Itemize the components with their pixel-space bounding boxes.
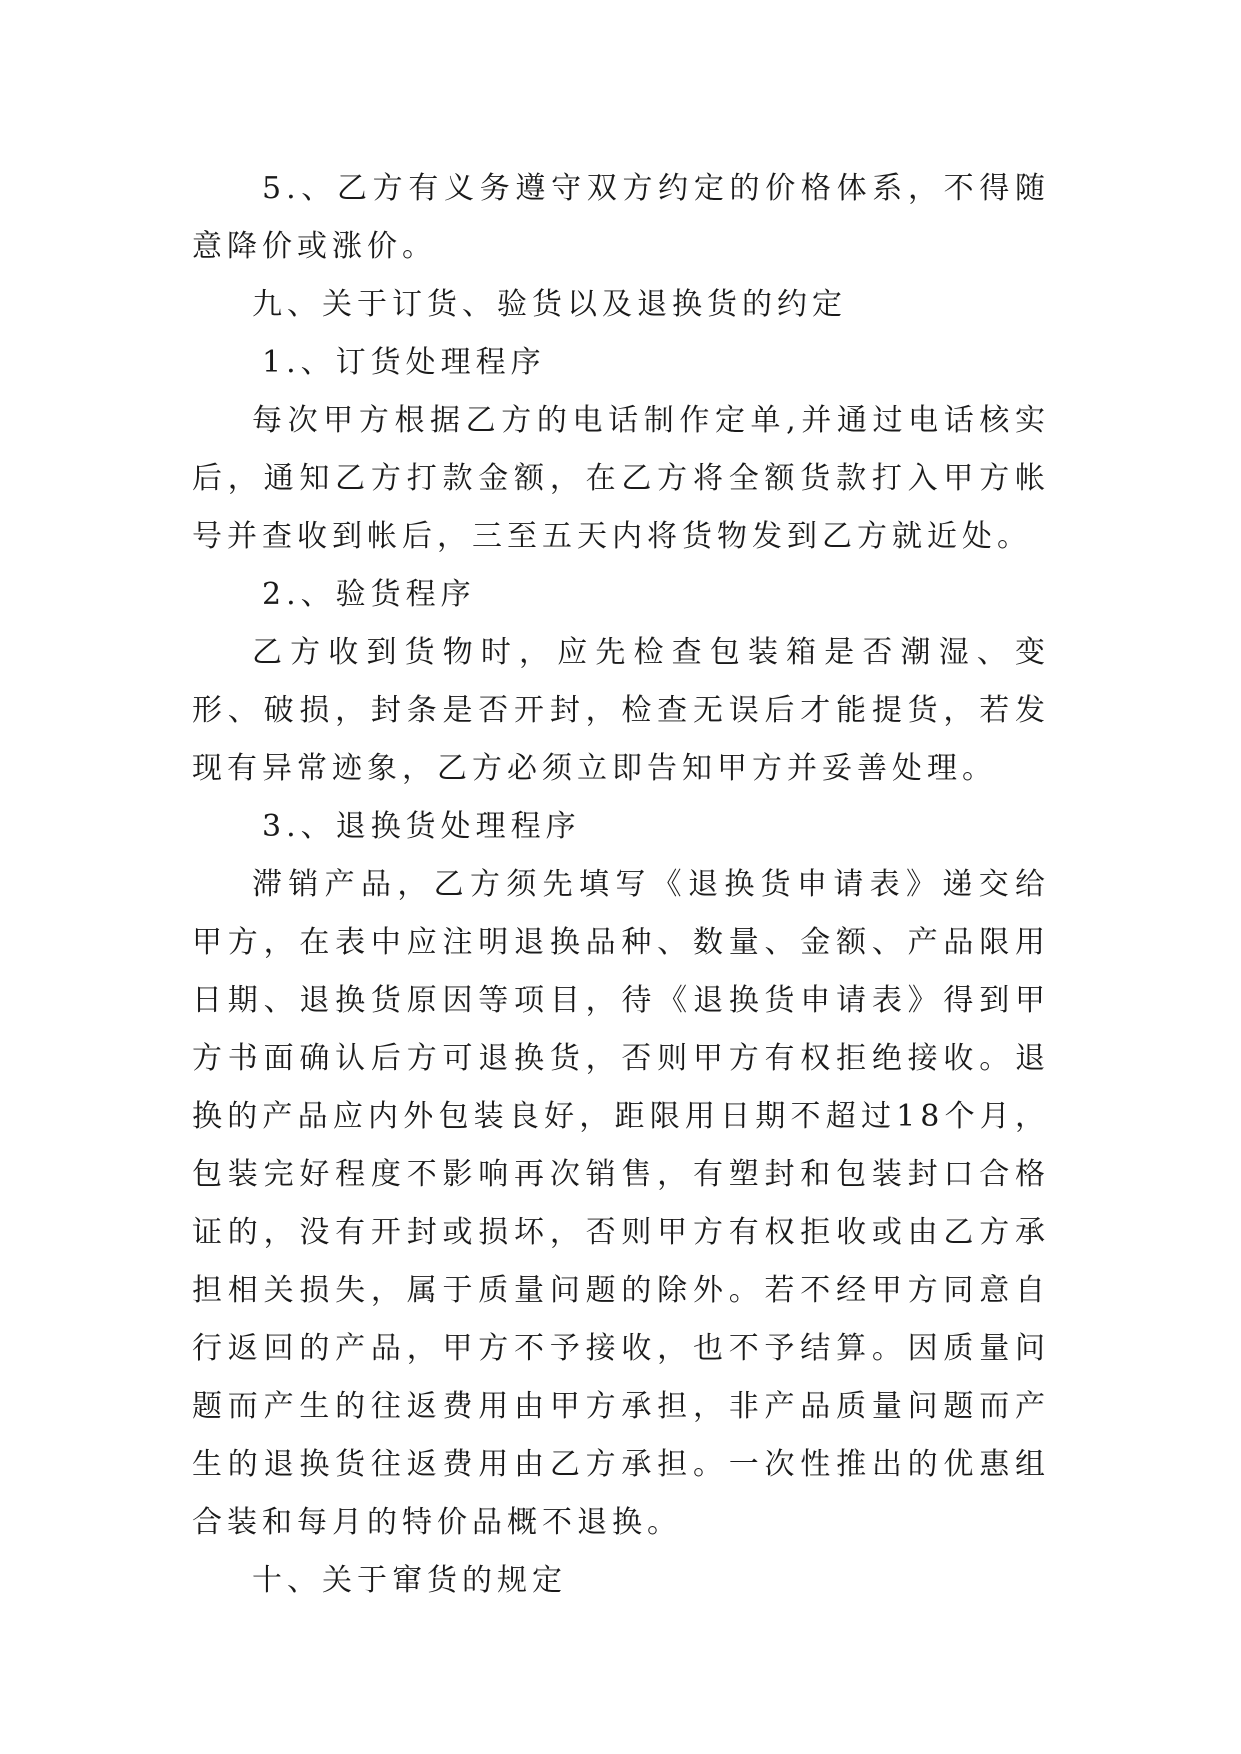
subheading-order-procedure: 1.、订货处理程序 bbox=[262, 345, 546, 380]
section-heading-nine: 九、关于订货、验货以及退换货的约定 bbox=[252, 287, 847, 322]
paragraph-inspection: 乙方收到货物时，应先检查包装箱是否潮湿、变形、破损，封条是否开封，检查无误后才能提货，若发现有异常迹象，乙方必须立即告知甲方并妥善处理。 bbox=[192, 635, 1050, 786]
section-heading-ten: 十、关于窜货的规定 bbox=[252, 1563, 567, 1598]
subheading-returns: 3.、退换货处理程序 bbox=[262, 809, 581, 844]
subheading-inspection: 2.、验货程序 bbox=[262, 577, 476, 612]
paragraph-price-obligation: 5.、乙方有义务遵守双方约定的价格体系，不得随意降价或涨价。 bbox=[192, 171, 1050, 264]
paragraph-order-procedure: 每次甲方根据乙方的电话制作定单,并通过电话核实后，通知乙方打款金额，在乙方将全额货款打入甲方帐号并查收到帐后，三至五天内将货物发到乙方就近处。 bbox=[192, 403, 1050, 554]
document-page bbox=[192, 160, 1050, 1610]
paragraph-returns: 滞销产品，乙方须先填写《退换货申请表》递交给甲方，在表中应注明退换品种、数量、金额、产品限用日期、退换货原因等项目，待《退换货申请表》得到甲方书面确认后方可退换货，否则甲方有权拒绝接收。退换的产品应内外包装良好，距限用日期不超过18个月，包装完好程度不影响再次销售，有塑封和包装封口合格证的，没有开封或损坏，否则甲方有权拒收或由乙方承担相关损失，属于质量问题的除外。若不经甲方同意自行返回的产品，甲方不予接收，也不予结算。因质量问题而产生的往返费用由甲方承担，非产品质量问题而产生的退换货往返费用由乙方承担。一次性推出的优惠组合装和每月的特价品概不退换。 bbox=[192, 867, 1050, 1540]
